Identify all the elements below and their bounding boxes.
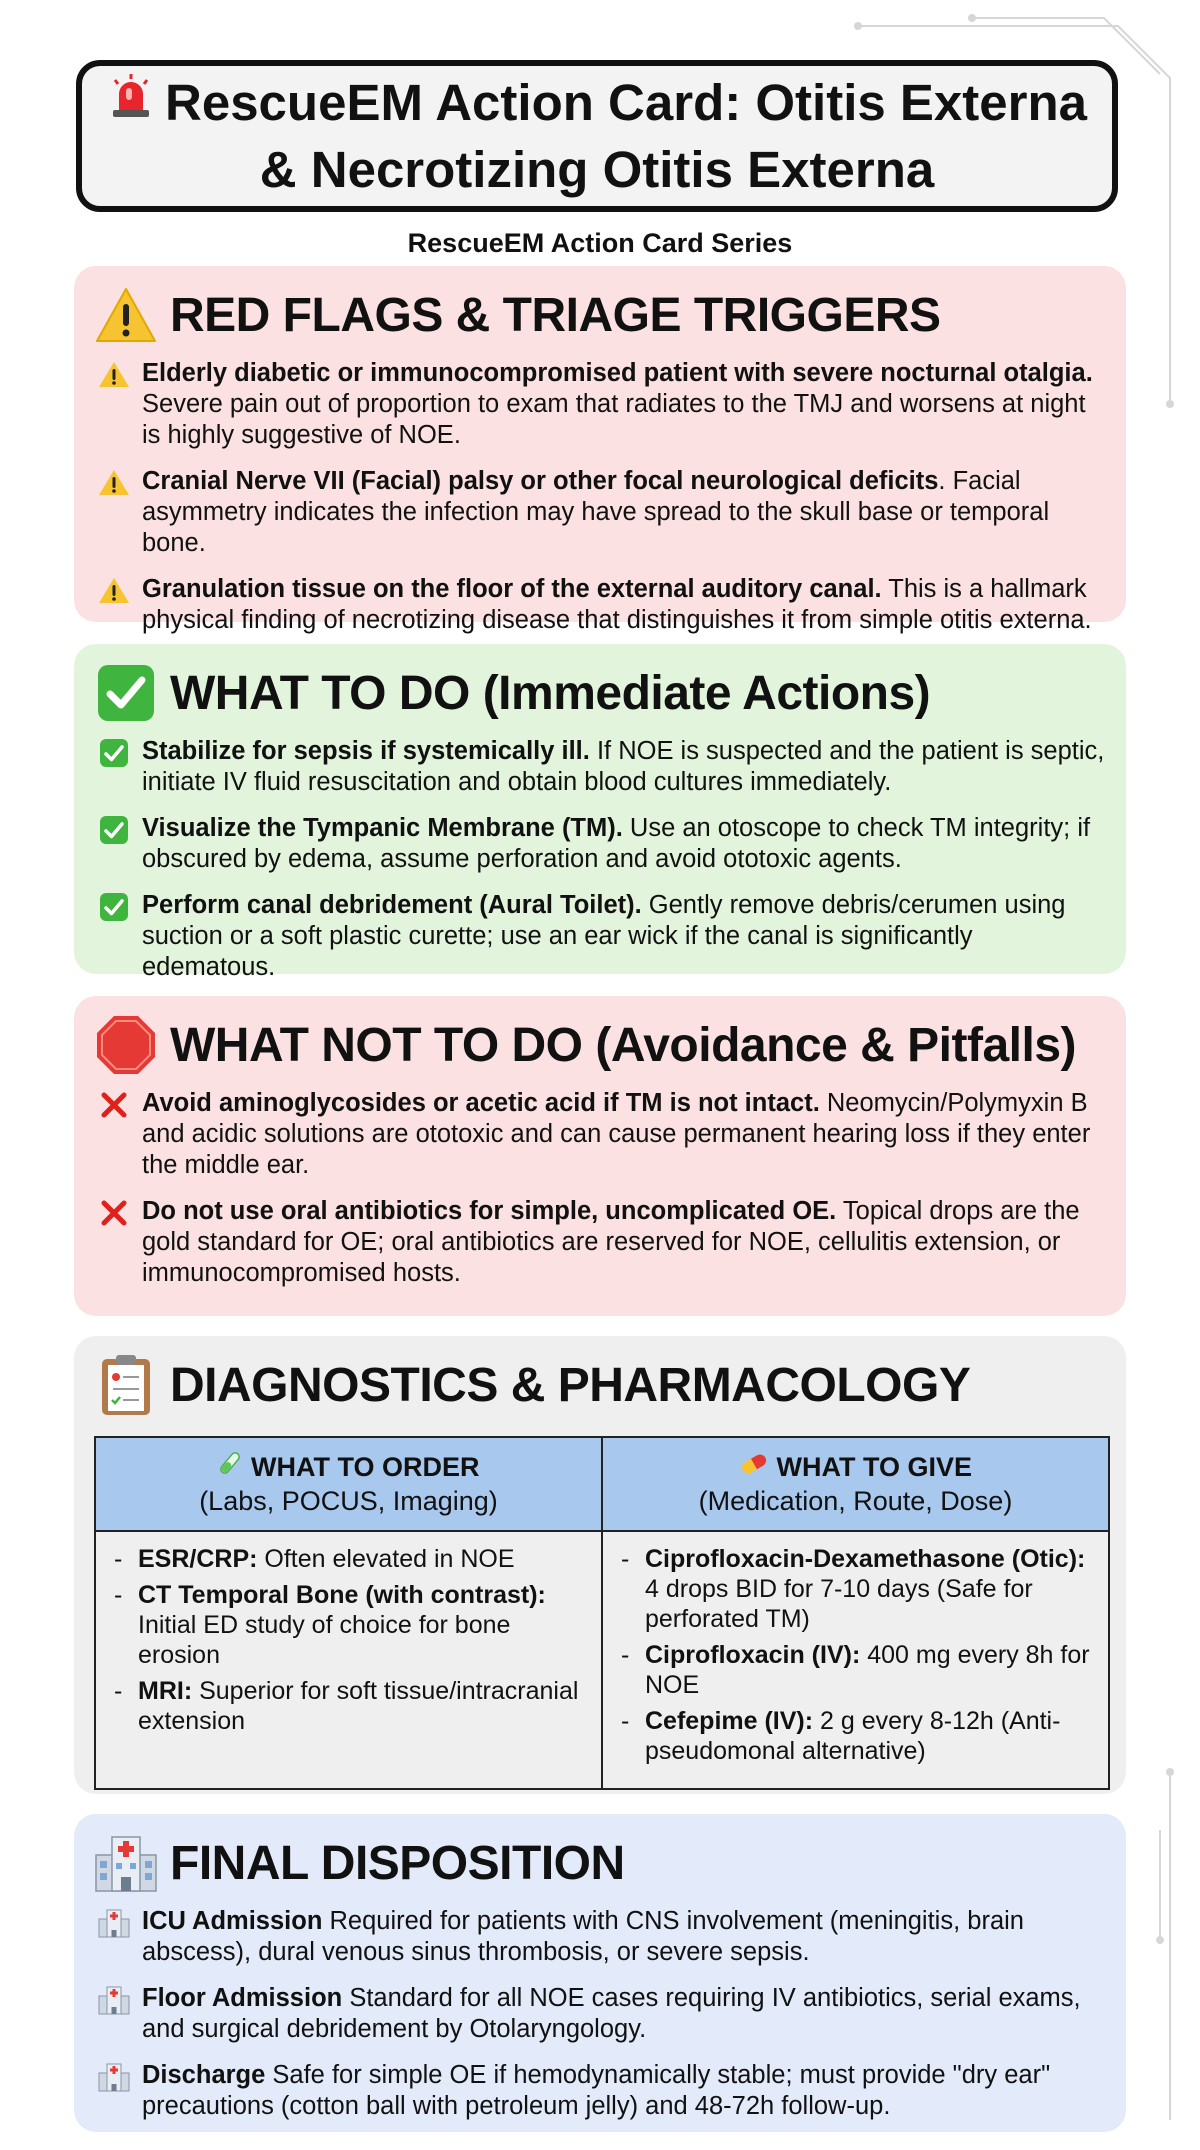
order-header-label: WHAT TO ORDER (251, 1452, 480, 1482)
warning-icon (94, 283, 158, 347)
table-body-row (96, 1532, 1108, 1788)
series-label: RescueEM Action Card Series (407, 228, 793, 258)
what-to-do-card (74, 644, 1126, 981)
disposition-item: Floor Admission Standard for all NOE cases requiring IV antibiotics, serial exams, and surgical debridement by Otolaryngology. (96, 1983, 1106, 2045)
warning-icon (96, 468, 132, 500)
title-line-2: & Necrotizing Otitis Externa (259, 140, 935, 198)
cross-icon (96, 1198, 132, 1230)
check-icon (94, 661, 158, 725)
warning-icon (96, 360, 132, 392)
warning-icon (96, 576, 132, 608)
diagnostics-card (74, 1336, 1126, 1794)
pitfall-item: Do not use oral antibiotics for simple, uncomplicated OE. Topical drops are the gold standard for OE; oral antibiotics are reserved for NOE, cellulitis extension, or immunocompromised hosts. (96, 1196, 1106, 1289)
pitfall-item: Avoid aminoglycosides or acetic acid if TM is not intact. Neomycin/Polymyxin B and acidic solutions are ototoxic and can cause permanent hearing loss if they enter the middle ear. (96, 1088, 1106, 1181)
disposition-card (74, 1814, 1126, 2132)
order-list (96, 1532, 603, 1788)
check-icon (96, 815, 132, 847)
pill-icon (739, 1452, 769, 1482)
red-flag-item: Cranial Nerve VII (Facial) palsy or other focal neurological deficits. Facial asymmetry indicates the infection may have spread to the skull base or temporal bone. (96, 466, 1106, 559)
red-flags-title: RED FLAGS & TRIAGE TRIGGERS (170, 288, 941, 342)
what-to-do-header (94, 658, 930, 728)
red-flags-card (74, 266, 1126, 634)
title-line-1: RescueEM Action Card: Otitis Externa (165, 73, 1087, 131)
list-item: - ESR/CRP: Often elevated in NOE (114, 1545, 515, 1573)
red-flag-item: Granulation tissue on the floor of the external auditory canal. This is a hallmark physical finding of necrotizing disease that distinguishes it from simple otitis externa. (96, 574, 1106, 636)
cross-icon (96, 1090, 132, 1122)
action-item: Stabilize for sepsis if systemically ill. If NOE is suspected and the patient is septic, initiate IV fluid resuscitation and obtain blood cultures immediately. (96, 736, 1106, 798)
stop-icon (94, 1013, 158, 1077)
hospital-icon (96, 2062, 132, 2094)
what-to-do-title: WHAT TO DO (Immediate Actions) (170, 666, 931, 720)
title-box (76, 60, 1118, 212)
test-tube-icon (217, 1452, 243, 1482)
page-title (107, 71, 1087, 202)
check-icon (96, 892, 132, 924)
hospital-icon (94, 1831, 158, 1895)
disposition-header (94, 1828, 625, 1898)
hospital-icon (96, 1908, 132, 1940)
give-list (603, 1532, 1108, 1788)
red-flags-header (94, 280, 941, 350)
order-column-header (96, 1438, 603, 1530)
clipboard-icon (94, 1353, 158, 1417)
diagnostics-table (94, 1436, 1110, 1790)
list-item: - Ciprofloxacin (IV): 400 mg every 8h for NOE (621, 1641, 1090, 1699)
diagnostics-header (94, 1350, 970, 1420)
give-column-header (603, 1438, 1108, 1530)
action-item: Perform canal debridement (Aural Toilet). Gently remove debris/cerumen using suction or a soft plastic curette; use an ear wick if the canal is significantly edematous. (96, 890, 1106, 983)
disposition-item: Discharge Safe for simple OE if hemodynamically stable; must provide "dry ear" precautions (cotton ball with petroleum jelly) and 48-72h follow-up. (96, 2060, 1106, 2122)
what-not-to-do-header (94, 1010, 1076, 1080)
hospital-icon (96, 1985, 132, 2017)
list-item: - Ciprofloxacin-Dexamethasone (Otic): 4 drops BID for 7-10 days (Safe for perforated TM) (621, 1545, 1086, 1633)
table-header-row (96, 1438, 1108, 1532)
give-header-label: WHAT TO GIVE (776, 1452, 972, 1482)
what-not-to-do-card (74, 996, 1126, 1316)
siren-icon (107, 72, 155, 138)
list-item: - CT Temporal Bone (with contrast): Initial ED study of choice for bone erosion (114, 1581, 546, 1669)
action-item: Visualize the Tympanic Membrane (TM). Use an otoscope to check TM integrity; if obscured by edema, assume perforation and avoid ototoxic agents. (96, 813, 1106, 875)
give-header-sub: (Medication, Route, Dose) (698, 1486, 1013, 1516)
disposition-item: ICU Admission Required for patients with CNS involvement (meningitis, brain abscess), dural venous sinus thrombosis, or severe sepsis. (96, 1906, 1106, 1968)
what-not-to-do-title: WHAT NOT TO DO (Avoidance & Pitfalls) (170, 1018, 1076, 1072)
red-flag-item: Elderly diabetic or immunocompromised patient with severe nocturnal otalgia. Severe pain out of proportion to exam that radiates to the TMJ and worsens at night is highly suggestive of NOE. (96, 358, 1106, 451)
order-header-sub: (Labs, POCUS, Imaging) (199, 1486, 498, 1516)
list-item: - MRI: Superior for soft tissue/intracranial extension (114, 1677, 579, 1735)
list-item: - Cefepime (IV): 2 g every 8-12h (Anti-pseudomonal alternative) (621, 1707, 1061, 1765)
disposition-title: FINAL DISPOSITION (170, 1836, 625, 1890)
diagnostics-title: DIAGNOSTICS & PHARMACOLOGY (170, 1358, 971, 1412)
check-icon (96, 738, 132, 770)
